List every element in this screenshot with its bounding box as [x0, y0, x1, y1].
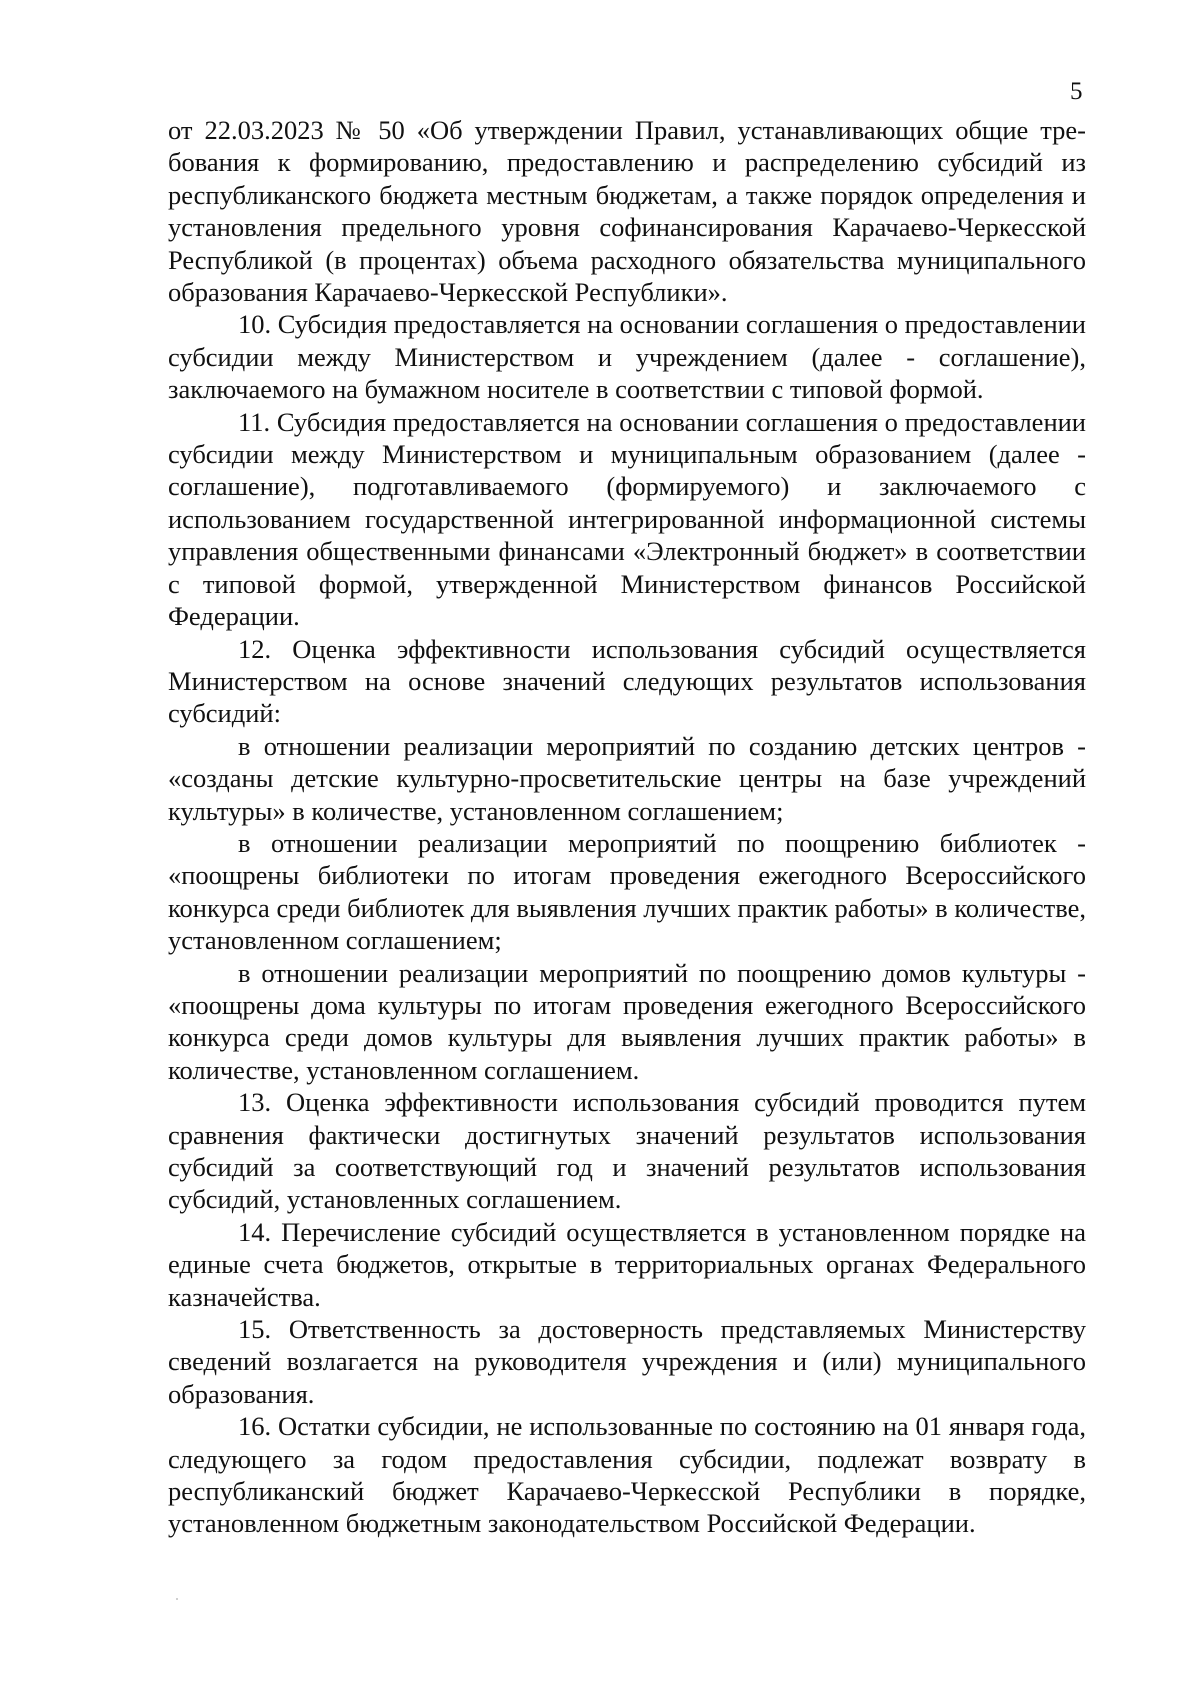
paragraph-11: 11. Субсидия предоставляется на основании соглашения о предоставлении субсидии между Министерством и муниципальным образованием (далее - соглашение), подготавливаемого (формируемого) и заключаемого с использованием государственной интегрированной информационной системы управления общественными финансами «Электронный бюджет» в соответствии с типовой формой, утвержденной Министерством финансов Российской Федерации.	[168, 406, 1086, 632]
paragraph-16: 16. Остатки субсидии, не использованные по состоянию на 01 января года, следующего за годом предоставления субсидии, подлежат возврату в республиканский бюджет Карачаево-Черкесской Республики в порядке, установленном бюджетным законодательством Российской Федерации.	[168, 1411, 1086, 1539]
paragraph-13: 13. Оценка эффективности использования субсидий проводится путем сравнения фактически достигнутых значений результатов использования субсидий за соответствующий год и значений результатов использования субсидий, установленных соглашением.	[168, 1087, 1086, 1215]
paragraph-12-item-libraries: в отношении реализации мероприятий по поощрению библиотек - «поощрены библиотеки по итогам проведения ежегодного Всероссийского конкурса среди библиотек для выявления лучших практик работы» в количестве, установленном соглашением;	[168, 827, 1086, 956]
paragraph-12-item-children-centers: в отношении реализации мероприятий по созданию детских центров - «созданы детские культурно-просветительские центры на базе учреждений культуры» в количестве, установленном соглашением;	[168, 730, 1086, 826]
scan-artifact	[176, 1598, 178, 1600]
paragraph-14: 14. Перечисление субсидий осуществляется в установленном порядке на единые счета бюджетов, открытые в территориальных органах Федерального казначейства.	[168, 1216, 1086, 1312]
document-body	[168, 114, 1086, 1540]
paragraph-12: 12. Оценка эффективности использования субсидий осуществляется Министерством на основе значений следующих результатов использования субсидий:	[168, 633, 1086, 729]
paragraph-continuation: от 22.03.2023 № 50 «Об утверждении Правил, устанавливающих общие требования к формированию, предоставлению и распределению субсидий из республиканского бюджета местным бюджетам, а также порядок определения и установления предельного уровня софинансирования Карачаево-Черкесской Республикой (в процентах) объема расходного обязательства муниципального образования Карачаево-Черкесской Республики».	[168, 115, 1086, 308]
page-number: 5	[1070, 78, 1083, 105]
paragraph-12-item-culture-houses: в отношении реализации мероприятий по поощрению домов культуры - «поощрены дома культуры по итогам проведения ежегодного Всероссийского конкурса среди домов культуры для выявления лучших практик работы» в количестве, установленном соглашением.	[168, 957, 1086, 1085]
paragraph-15: 15. Ответственность за достоверность представляемых Министерству сведений возлагается на руководителя учреждения и (или) муниципального образования.	[168, 1314, 1086, 1409]
paragraph-10: 10. Субсидия предоставляется на основании соглашения о предоставлении субсидии между Министерством и учреждением (далее - соглашение), заключаемого на бумажном носителе в соответствии с типовой формой.	[168, 309, 1086, 405]
